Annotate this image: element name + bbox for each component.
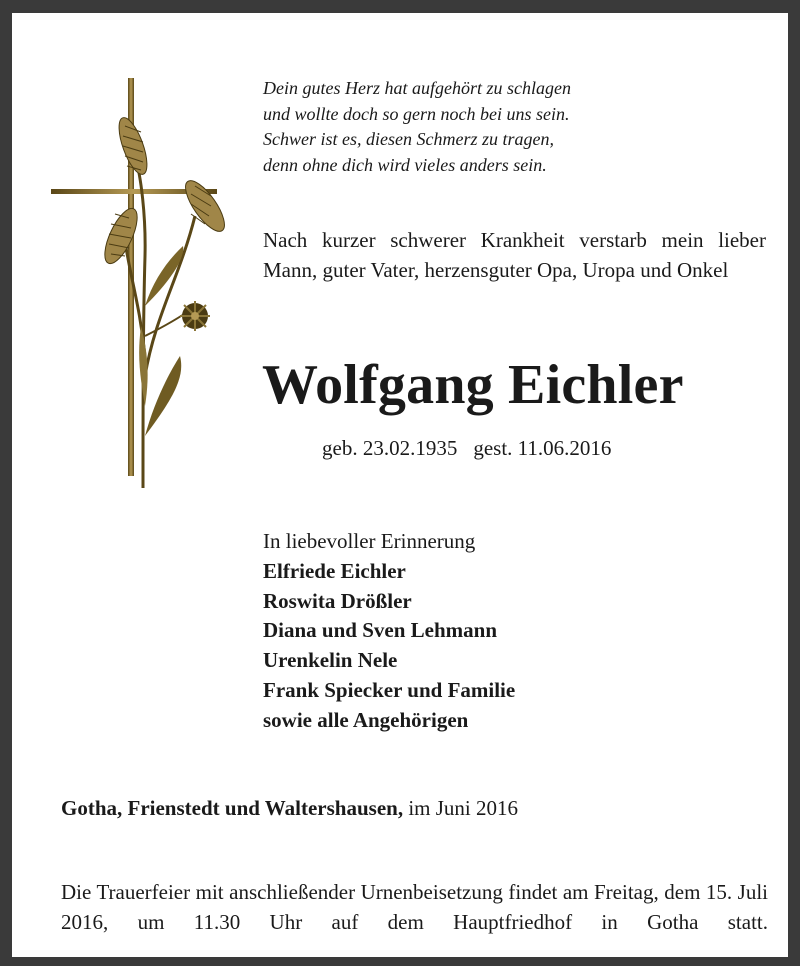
- remembrance-line: In liebevoller Erinnerung: [263, 529, 476, 553]
- mourner-name: Frank Spiecker und Familie: [263, 677, 516, 702]
- place-names: Gotha, Frienstedt und Waltershausen,: [61, 796, 404, 820]
- poem-line: und wollte doch so gern noch bei uns sein.: [263, 103, 570, 124]
- deceased-name: Wolfgang Eichler: [262, 354, 684, 416]
- mourner-name: sowie alle Angehörigen: [263, 707, 469, 732]
- death-announcement-text: Nach kurzer schwerer Krankheit verstarb mein lieber Mann, guter Vater, herzensguter Opa, Uropa und Onkel: [263, 228, 766, 282]
- mourner-name: Elfriede Eichler: [263, 558, 406, 583]
- mourners-list: [263, 527, 515, 736]
- birth-date: geb. 23.02.1935: [322, 436, 458, 460]
- mourner-name: Urenkelin Nele: [263, 648, 398, 673]
- notice-date: im Juni 2016: [408, 796, 519, 820]
- place-and-date: [61, 796, 518, 821]
- poem: [263, 76, 571, 178]
- mourner-name: Diana und Sven Lehmann: [263, 618, 498, 643]
- funeral-details: Die Trauerfeier mit anschließender Urnenbeisetzung findet am Freitag, dem 15. Juli 2016, um 11.30 Uhr auf dem Hauptfriedhof in Gotha statt.: [61, 880, 768, 934]
- poem-line: denn ohne dich wird vieles anders sein.: [263, 154, 547, 175]
- poem-line: Schwer ist es, diesen Schmerz zu tragen,: [263, 129, 554, 149]
- life-dates: [322, 436, 611, 461]
- cross-with-wheat-icon: [45, 76, 225, 496]
- poem-line: Dein gutes Herz hat aufgehört zu schlagen: [263, 78, 571, 98]
- mourner-name: Roswita Drößler: [263, 588, 412, 613]
- death-date: gest. 11.06.2016: [473, 436, 612, 460]
- cornflower-icon: [180, 301, 210, 331]
